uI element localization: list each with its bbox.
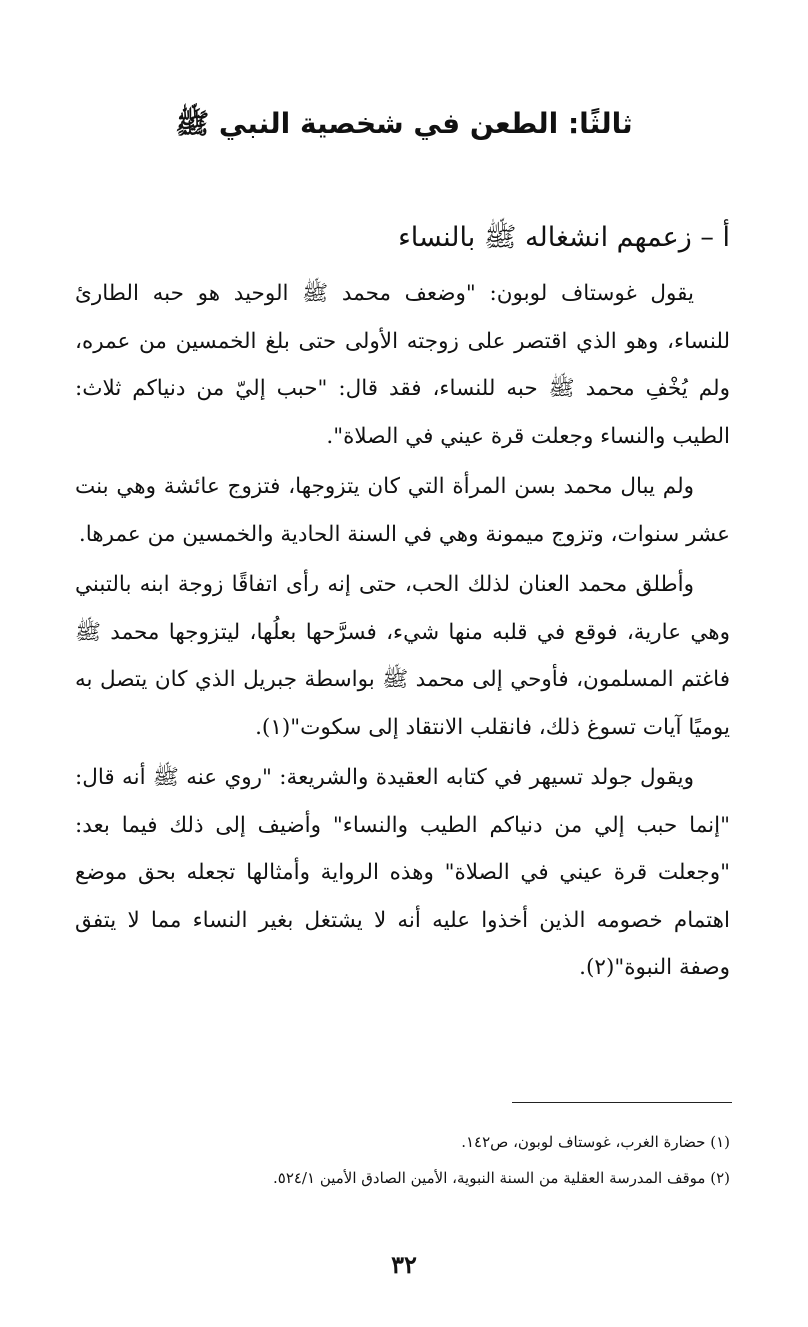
page-number: ٣٢ (391, 1250, 417, 1279)
section-heading: ثالثًا: الطعن في شخصية النبي ﷺ (175, 107, 633, 140)
footnote-divider (512, 1102, 732, 1103)
body-text (75, 270, 730, 995)
subsection-heading: أ – زعمهم انشغاله ﷺ بالنساء (398, 222, 730, 253)
paragraph-2: ولم يبال محمد بسن المرأة التي كان يتزوجها، فتزوج عائشة وهي بنت عشر سنوات، وتزوج ميمونة وهي في السنة الحادية والخمسين من عمرها. (75, 474, 730, 547)
paragraph-1: يقول غوستاف لوبون: "وضعف محمد ﷺ الوحيد هو حبه الطارئ للنساء، وهو الذي اقتصر على زوجته الأولى حتى بلغ الخمسين من عمره، ولم يُخْفِ محمد ﷺ حبه للنساء، فقد قال: "حبب إليّ من دنياكم ثلاث: الطيب والنساء وجعلت قرة عيني في الصلاة". (75, 281, 730, 449)
footnote-2: (٢) موقف المدرسة العقلية من السنة النبوية، الأمين الصادق الأمين ٥٢٤/١. (272, 1169, 730, 1187)
paragraph-3: وأطلق محمد العنان لذلك الحب، حتى إنه رأى اتفاقًا زوجة ابنه بالتبني وهي عارية، فوقع في قلبه منها شيء، فسرَّحها بعلُها، ليتزوجها محمد ﷺ فاغتم المسلمون، فأوحي إلى محمد ﷺ بواسطة جبريل الذي كان يتصل به يوميًا آيات تسوغ ذلك، فانقلب الانتقاد إلى سكوت"(١). (75, 572, 730, 740)
footnotes (75, 1124, 730, 1196)
paragraph-4: ويقول جولد تسيهر في كتابه العقيدة والشريعة: "روي عنه ﷺ أنه قال: "إنما حبب إلي من دنياكم الطيب والنساء" وأضيف إلى ذلك فيما بعد: "وجعلت قرة عيني في الصلاة" وهذه الرواية وأمثالها تجعله بحق موضع اهتمام خصومه الذين أخذوا عليه أنه لا يشتغل بغير النساء مما لا يتفق وصفة النبوة"(٢). (75, 765, 730, 980)
footnote-1: (١) حضارة الغرب، غوستاف لوبون، ص١٤٢. (461, 1133, 730, 1151)
